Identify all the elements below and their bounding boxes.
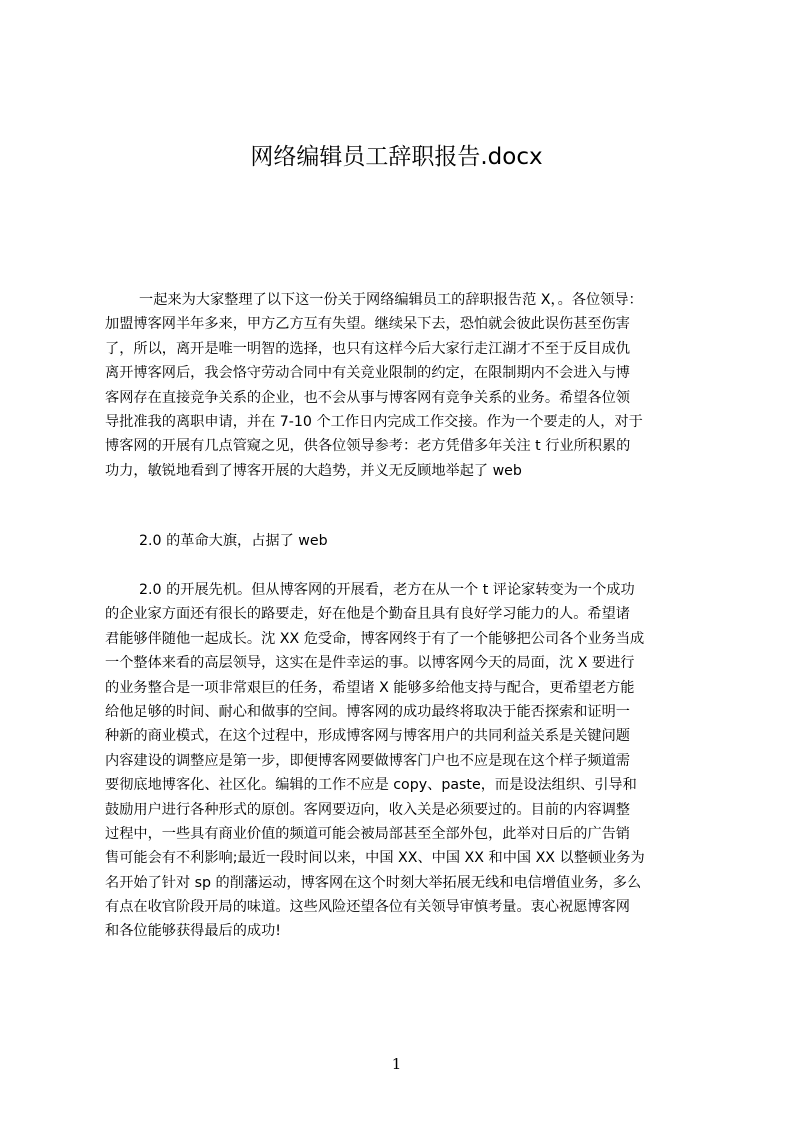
text-line: 过程中，一些具有商业价值的频道可能会被局部甚至全部外包，此举对日后的广告销 <box>105 825 630 842</box>
text-line: 2.0 的革命大旗，占据了 web <box>139 533 328 549</box>
text-line: 导批准我的离职申请，并在 7-10 个工作日内完成工作交接。作为一个要走的人，对于 <box>105 413 643 430</box>
text-line: 了，所以，离开是唯一明智的选择，也只有这样今后大家行走江湖才不至于反目成仇 <box>105 340 630 357</box>
paragraph-main <box>105 578 698 944</box>
paragraph-intro <box>105 288 698 483</box>
text-line: 有点在收官阶段开局的味道。这些风险还望各位有关领导审慎考量。衷心祝愿博客网 <box>105 899 630 916</box>
text-line: 和各位能够获得最后的成功! <box>105 923 281 940</box>
text-line: 给他足够的时间、耐心和做事的空间。博客网的成功最终将取决于能否探索和证明一 <box>105 703 630 720</box>
text-line: 鼓励用户进行各种形式的原创。客网要迈向，收入关是必须要过的。目前的内容调整 <box>105 801 630 818</box>
document-title: 网络编辑员工辞职报告.docx <box>250 144 543 170</box>
text-line: 种新的商业模式，在这个过程中，形成博客网与博客用户的共同利益关系是关键问题 <box>105 728 630 745</box>
text-line: 要彻底地博客化、社区化。编辑的工作不应是 copy、paste，而是设法组织、引导和 <box>105 777 637 794</box>
text-line: 名开始了针对 sp 的削藩运动，博客网在这个时刻大举拓展无线和电信增值业务，多么 <box>105 874 642 891</box>
text-line: 内容建设的调整应是第一步，即便博客网要做博客门户也不应是现在这个样子频道需 <box>105 752 630 769</box>
text-line: 的企业家方面还有很长的路要走，好在他是个勤奋且具有良好学习能力的人。希望诸 <box>105 606 630 623</box>
text-line: 博客网的开展有几点管窥之见，供各位领导参考：老方凭借多年关注 t 行业所积累的 <box>105 438 631 455</box>
text-line: 加盟博客网半年多来，甲方乙方互有失望。继续呆下去，恐怕就会彼此误伤甚至伤害 <box>105 316 630 333</box>
text-line: 离开博客网后，我会恪守劳动合同中有关竞业限制的约定，在限制期内不会进入与博 <box>105 365 630 382</box>
text-line: 功力，敏锐地看到了博客开展的大趋势，并义无反顾地举起了 web <box>105 462 522 479</box>
page-number: 1 <box>391 1055 402 1073</box>
paragraph-web-revolution <box>105 529 698 553</box>
text-line: 客网存在直接竞争关系的企业，也不会从事与博客网有竞争关系的业务。希望各位领 <box>105 389 630 406</box>
text-line: 一个整体来看的高层领导，这实在是件幸运的事。以博客网今天的局面，沈 X 要进行 <box>105 655 635 672</box>
text-line: 售可能会有不利影响;最近一段时间以来，中国 XX、中国 XX 和中国 XX 以整顿业务为 <box>105 850 645 867</box>
text-line: 君能够伴随他一起成长。沈 XX 危受命，博客网终于有了一个能够把公司各个业务当成 <box>105 630 645 647</box>
text-line: 一起来为大家整理了以下这一份关于网络编辑员工的辞职报告范 X，。各位领导： <box>139 292 643 308</box>
text-line: 的业务整合是一项非常艰巨的任务，希望诸 X 能够多给他支持与配合，更希望老方能 <box>105 679 635 696</box>
text-line: 2.0 的开展先机。但从博客网的开展看，老方在从一个 t 评论家转变为一个成功 <box>139 582 635 598</box>
